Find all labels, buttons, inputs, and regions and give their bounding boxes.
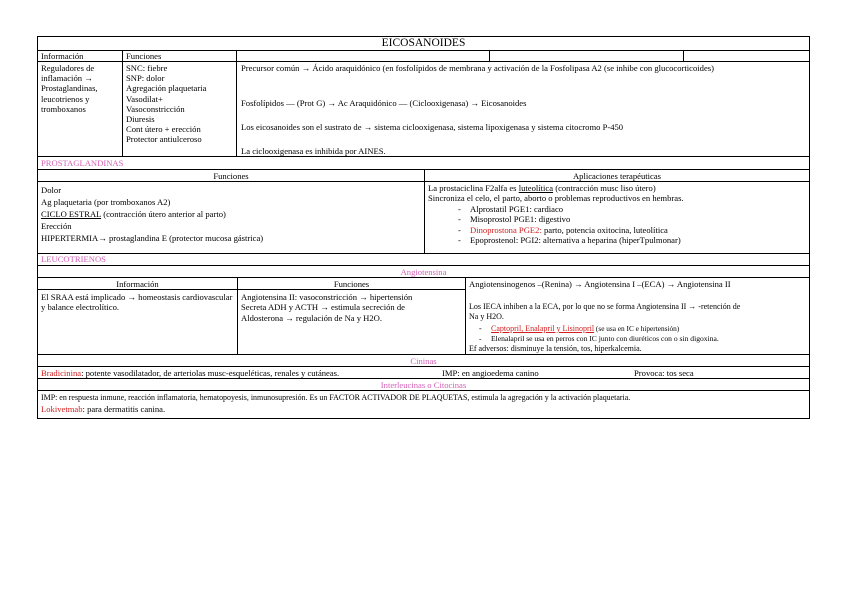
ieca-line: Los IECA inhiben a la ECA, por lo que no se forma Angiotensina II → -retención de xyxy=(469,302,741,311)
funcion-item: SNP: dolor xyxy=(126,73,165,84)
interleucinas-imp: IMP: en respuesta inmune, reacción inflamatoria, hematopoyesis, inmunosupresión. Es un FACTOR ACTIVADOR DE PLAQUETAS, estimula la agregación y la activación plaquetaria. xyxy=(41,393,631,402)
pg-dolor: Dolor xyxy=(41,185,62,195)
document-title: EICOSANOIDES xyxy=(381,37,466,49)
pg-col-apps: Aplicaciones terapéuticas xyxy=(572,171,662,181)
pg-ag: Ag plaquetaria (por tromboxanos A2) xyxy=(41,197,171,207)
ang-ieca xyxy=(469,302,740,354)
ang-info: El SRAA está implicado → homeostasis cardiovascular y balance electrolítico. xyxy=(41,292,233,313)
intro-col-info: Información xyxy=(41,51,84,61)
ang-col-info: Información xyxy=(116,279,159,289)
ieca-item: - Captopril, Enalapril y Lisinopril (se usa en IC e hipertensión) xyxy=(471,324,740,334)
funcion-item: Vasoconstricción xyxy=(126,103,185,114)
pg-drug-item: - Misoprostol PGE1: digestivo xyxy=(450,214,684,224)
funcion-item: Agregación plaquetaria xyxy=(126,83,207,94)
intro-col-func: Funciones xyxy=(126,51,162,61)
ang-func-line: Angiotensina II: vasoconstricción → hipertensión xyxy=(241,292,413,302)
prostaglandinas-header-cell xyxy=(37,156,810,170)
lokivetmab: Lokivetmab: para dermatitis canina. xyxy=(41,404,166,414)
note-fosfolipidos: Fosfolípidos — (Prot G) → Ac Araquidónico — (Ciclooxigenasa) → Eicosanoides xyxy=(241,98,527,108)
funcion-item: Diuresis xyxy=(126,114,155,125)
pg-hiper-label: HIPERTERMIA xyxy=(41,233,99,243)
pg-drug-item: - Dinoprostona PGE2: parto, potencia oxitocina, luteolítica xyxy=(450,225,684,235)
reguladores-label: Reguladores de inflamación → Prostaglandinas, leucotrienos y tromboxanos xyxy=(41,63,98,114)
pg-ciclo xyxy=(41,208,263,220)
cininas-provoca: Provoca: tos seca xyxy=(634,368,694,378)
pg-luteolitica: luteolítica xyxy=(518,183,554,193)
funciones-list xyxy=(126,63,206,145)
funcion-item: Cont útero + erección xyxy=(126,124,201,135)
cininas-header: Cininas xyxy=(410,356,437,366)
pg-prostaciclina: La prostaciclina F2alfa es luteolítica (contracción musc liso útero) xyxy=(428,183,656,193)
note-precursor: Precursor común → Ácido araquidónico (en fosfolípidos de membrana y activación de la Fosfolipasa A2 (se inhibe con glucocorticoides) xyxy=(241,63,714,73)
ang-funciones xyxy=(241,292,412,323)
ieca-item: - Elenalapril se usa en perros con IC junto con diuréticos con o sin digoxina. xyxy=(471,334,740,344)
pg-ereccion: Erección xyxy=(41,221,72,231)
interleucinas-header: Interleucinas o Citocinas xyxy=(380,380,467,390)
pg-ciclo-label: CICLO ESTRAL xyxy=(41,209,102,219)
angiotensina-header: Angiotensina xyxy=(400,267,447,277)
ang-func-line: Secreta ADH y ACTH → estimula secreción de xyxy=(241,302,405,313)
pg-hiper xyxy=(41,232,263,244)
prostaglandinas-header: PROSTAGLANDINAS xyxy=(41,158,124,168)
funcion-item: SNC: fiebre xyxy=(126,63,168,73)
cininas-imp: IMP: en angioedema canino xyxy=(442,368,539,378)
pg-col-func: Funciones xyxy=(213,171,249,181)
ieca-line: Na y H2O. xyxy=(469,312,504,321)
funcion-item: Protector antiulceroso xyxy=(126,134,202,145)
funcion-item: Vasodilat+ xyxy=(126,93,163,104)
ieca-list xyxy=(471,324,740,344)
pg-funciones xyxy=(41,184,263,244)
intro-body-notes xyxy=(236,61,810,157)
note-aines: La ciclooxigenasa es inhibida por AINES. xyxy=(241,146,386,156)
ang-func-line: Aldosterona → regulación de Na y H2O. xyxy=(241,312,383,323)
pg-drug-item: - Alprostatil PGE1: cardiaco xyxy=(450,204,684,214)
pg-drug-list xyxy=(450,204,684,246)
pg-drug-item: - Epoprostenol: PGI2: alternativa a heparina (hiperTpulmonar) xyxy=(450,235,684,245)
note-sustrato: Los eicosanoides son el sustrato de → sistema ciclooxigenasa, sistema lipoxigenasa y sistema citocromo P-450 xyxy=(241,122,624,132)
ang-col-func: Funciones xyxy=(333,279,370,289)
pg-aplicaciones xyxy=(428,183,684,245)
leucotrienos-header: LEUCOTRIENOS xyxy=(41,254,106,264)
bradicinina: Bradicinina: potente vasodilatador, de arteriolas musc-esqueléticas, renales y cutáneas. xyxy=(41,368,340,378)
ang-adversos: Ef adversos: disminuye la tensión, tos, hiperkalcemia. xyxy=(469,344,642,353)
pg-ciclo-rest: (contracción útero anterior al parto) xyxy=(101,209,226,219)
pg-hiper-rest: → prostaglandina E (protector mucosa gástrica) xyxy=(98,233,264,243)
pg-sincroniza: Sincroniza el celo, el parto, aborto o problemas reproductivos en hembras. xyxy=(428,193,684,204)
ang-cascade: Angiotensinogenos –(Renina) → Angiotensina I –(ECA) → Angiotensina II xyxy=(469,279,731,289)
